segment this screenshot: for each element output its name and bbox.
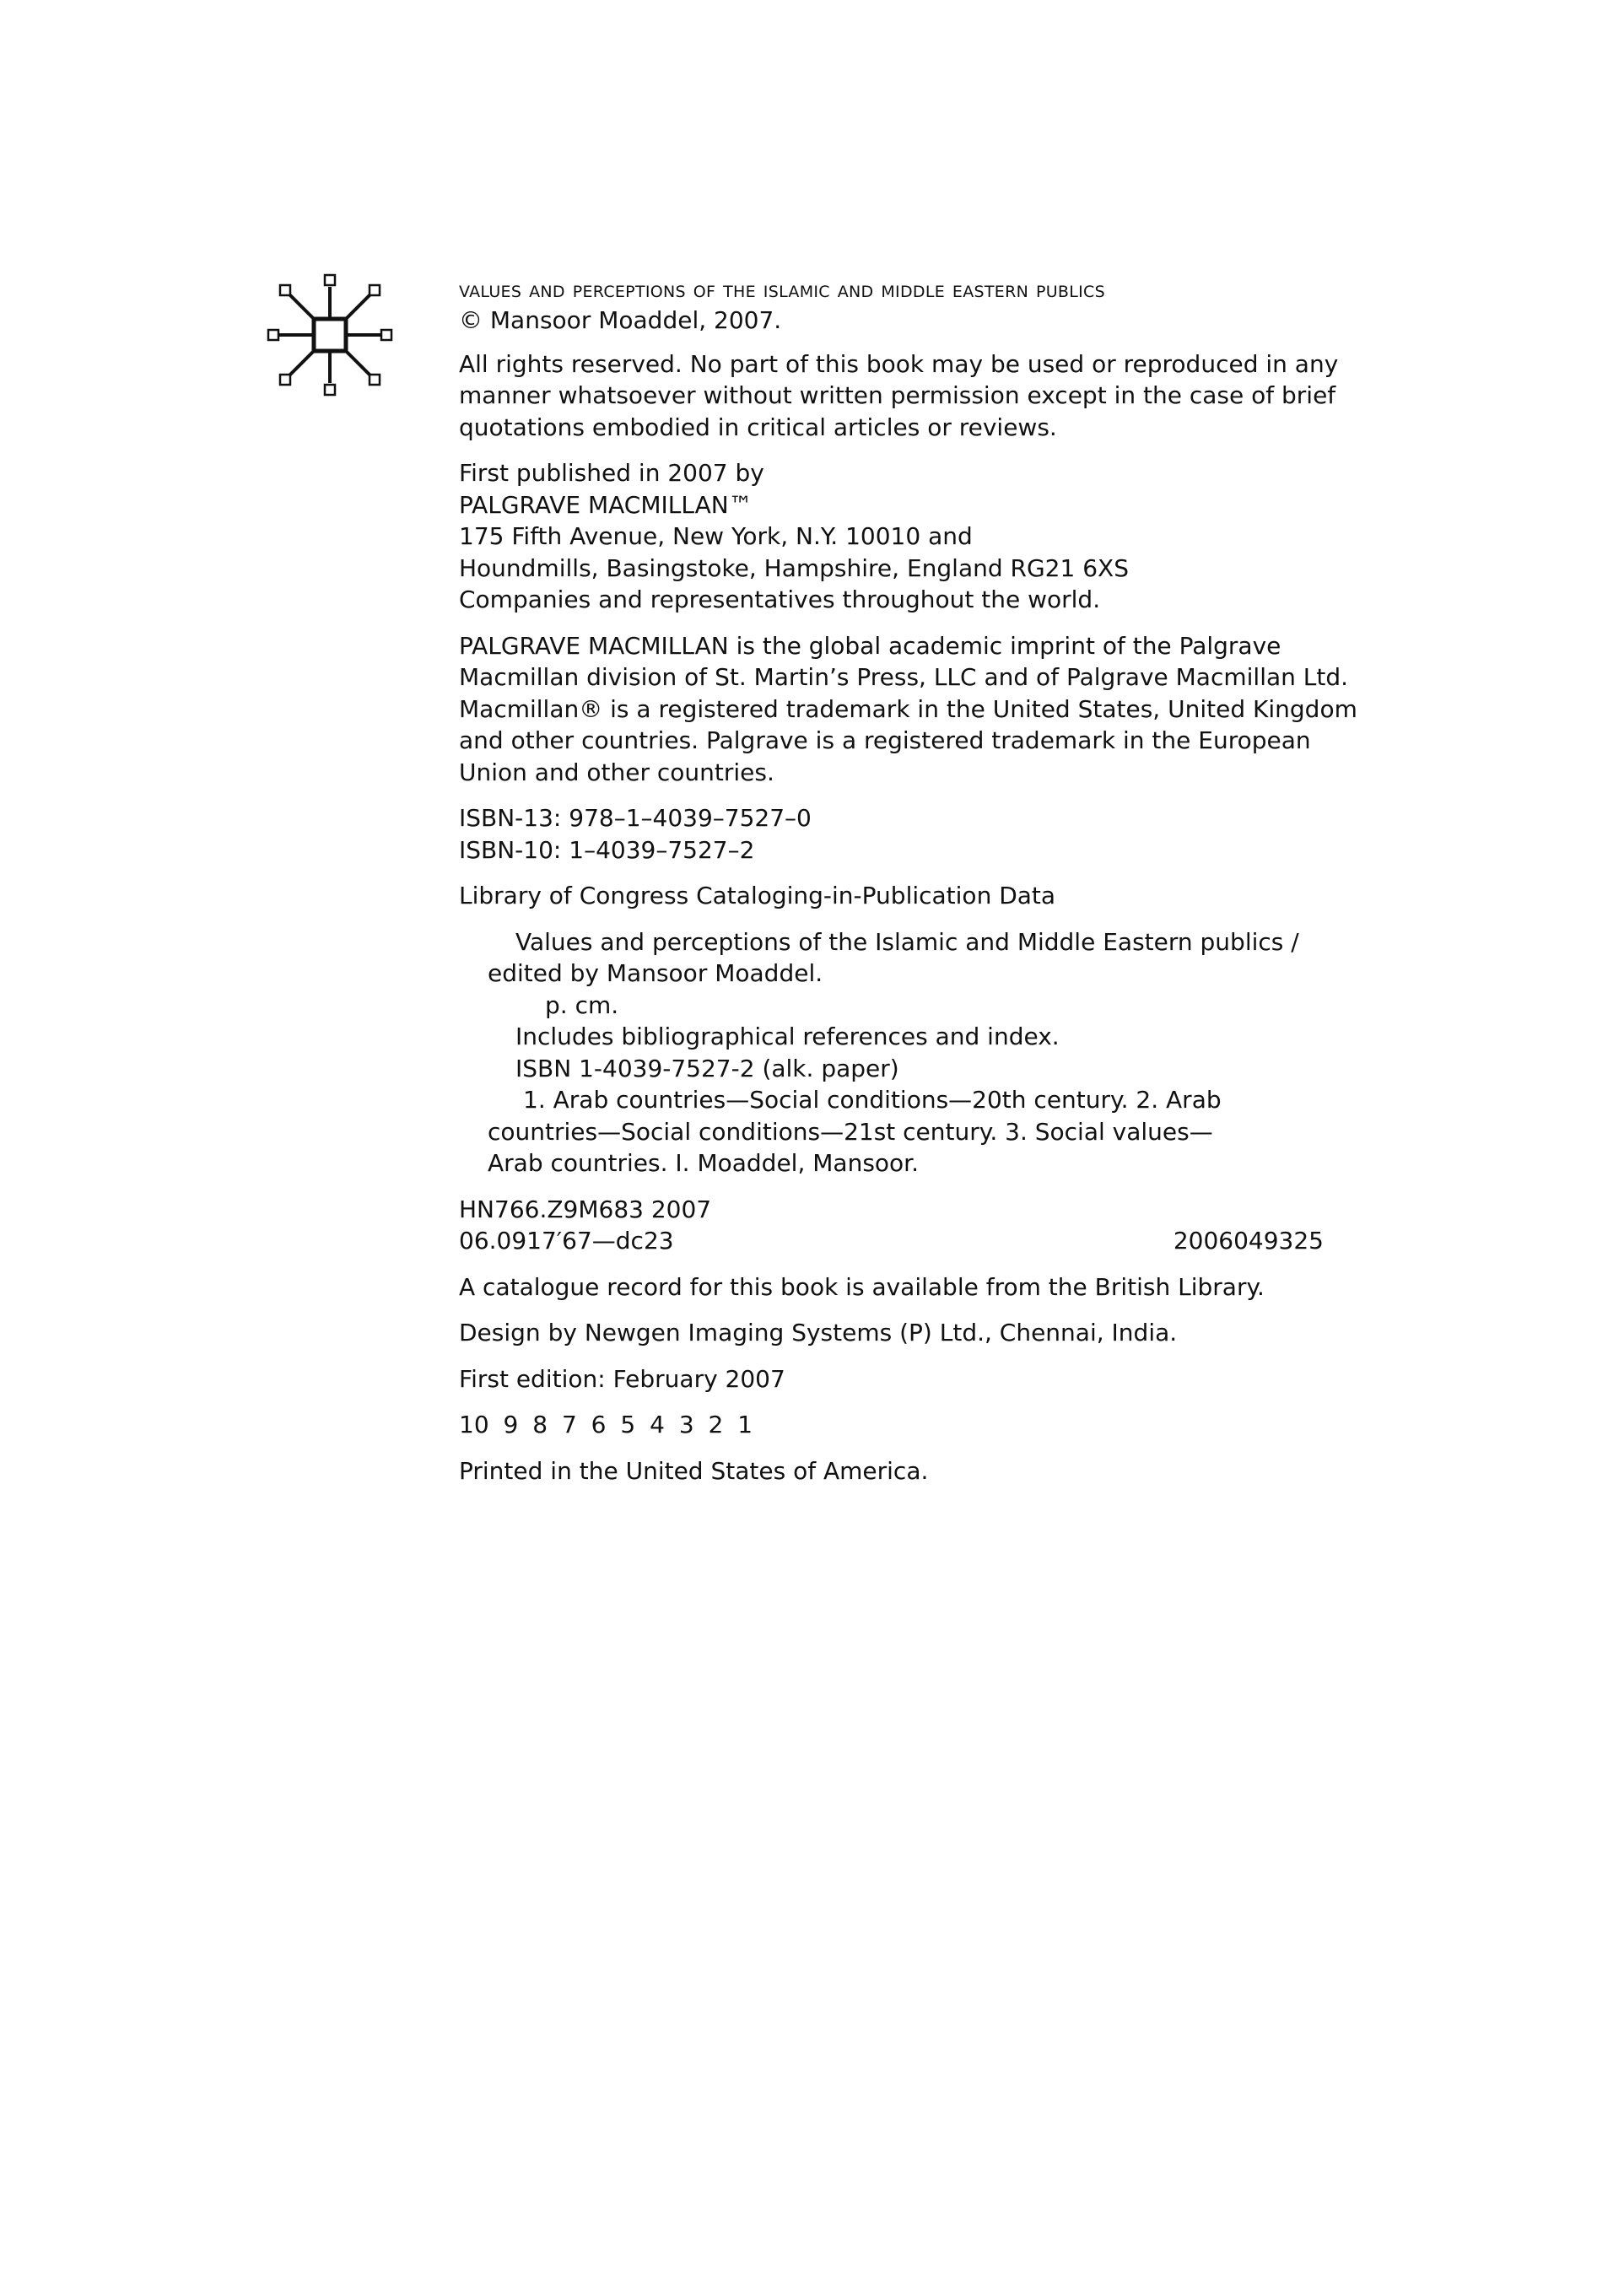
design-credit (459, 1317, 1324, 1349)
dewey-number: 06.0917′67—dc23 (459, 1227, 674, 1255)
publisher-info (459, 457, 1324, 616)
publisher-line: PALGRAVE MACMILLAN™ (459, 490, 753, 519)
book-title: values and perceptions of the islamic and middle eastern publics (459, 277, 1105, 303)
title-copyright-block (459, 276, 1324, 337)
copyright-page-content (459, 276, 1357, 1501)
imprint-statement (459, 630, 1357, 789)
cip-subject-line: countries—Social conditions—21st century. 3. Social values— (488, 1117, 1213, 1146)
publisher-line: Companies and representatives throughout the world. (459, 586, 1101, 613)
cip-record (459, 926, 1324, 1179)
british-library-text: A catalogue record for this book is available from the British Library. (459, 1272, 1265, 1301)
rights-line: All rights reserved. No part of this book may be used or reproduced in any (459, 349, 1339, 378)
printed-in (459, 1455, 1324, 1487)
british-library-note (459, 1271, 1324, 1303)
publisher-line: 175 Fifth Avenue, New York, N.Y. 10010 and (459, 522, 973, 550)
rights-line: manner whatsoever without written permission except in the case of brief (459, 381, 1336, 409)
isbn-13: ISBN-13: 978–1–4039–7527–0 (459, 804, 812, 832)
imprint-line: Macmillan division of St. Martin’s Press, LLC and of Palgrave Macmillan Ltd. (459, 663, 1349, 691)
cip-isbn: ISBN 1-4039-7527-2 (alk. paper) (515, 1054, 899, 1082)
loc-heading (459, 880, 1324, 912)
cip-subject-line: 1. Arab countries—Social conditions—20th century. 2. Arab (523, 1086, 1222, 1114)
lccn: 2006049325 (1173, 1227, 1324, 1255)
cip-pcm: p. cm. (545, 990, 619, 1019)
lc-call-number: HN766.Z9M683 2007 (459, 1195, 712, 1223)
imprint-line: Macmillan® is a registered trademark in the United States, United Kingdom (459, 694, 1357, 723)
cip-subject-line: Arab countries. I. Moaddel, Mansoor. (488, 1149, 920, 1177)
printing-line (459, 1409, 1324, 1441)
isbn-10: ISBN-10: 1–4039–7527–2 (459, 835, 755, 864)
rights-line: quotations embodied in critical articles or reviews. (459, 413, 1057, 441)
imprint-line: Union and other countries. (459, 758, 774, 786)
dewey-lccn-row (459, 1225, 1324, 1257)
cip-title-line: Values and perceptions of the Islamic and Middle Eastern publics / (515, 927, 1299, 956)
isbn-block (459, 802, 1324, 866)
copyright-line: © Mansoor Moaddel, 2007. (459, 306, 782, 334)
classification-block (459, 1194, 1324, 1257)
printing-numbers: 10 9 8 7 6 5 4 3 2 1 (459, 1411, 753, 1438)
edition-text: First edition: February 2007 (459, 1364, 785, 1393)
cip-title-line: edited by Mansoor Moaddel. (488, 959, 823, 987)
edition-info (459, 1363, 1324, 1395)
rights-statement (459, 348, 1339, 444)
publisher-logo-icon (267, 272, 393, 398)
publisher-line: First published in 2007 by (459, 459, 764, 487)
imprint-line: PALGRAVE MACMILLAN is the global academic imprint of the Palgrave (459, 631, 1281, 660)
publisher-line: Houndmills, Basingstoke, Hampshire, England RG21 6XS (459, 553, 1129, 582)
design-credit-text: Design by Newgen Imaging Systems (P) Ltd., Chennai, India. (459, 1319, 1178, 1346)
loc-heading-text: Library of Congress Cataloging-in-Publication Data (459, 882, 1056, 909)
printed-in-text: Printed in the United States of America. (459, 1456, 929, 1485)
cip-includes: Includes bibliographical references and index. (515, 1023, 1060, 1050)
imprint-line: and other countries. Palgrave is a registered trademark in the European (459, 726, 1311, 754)
